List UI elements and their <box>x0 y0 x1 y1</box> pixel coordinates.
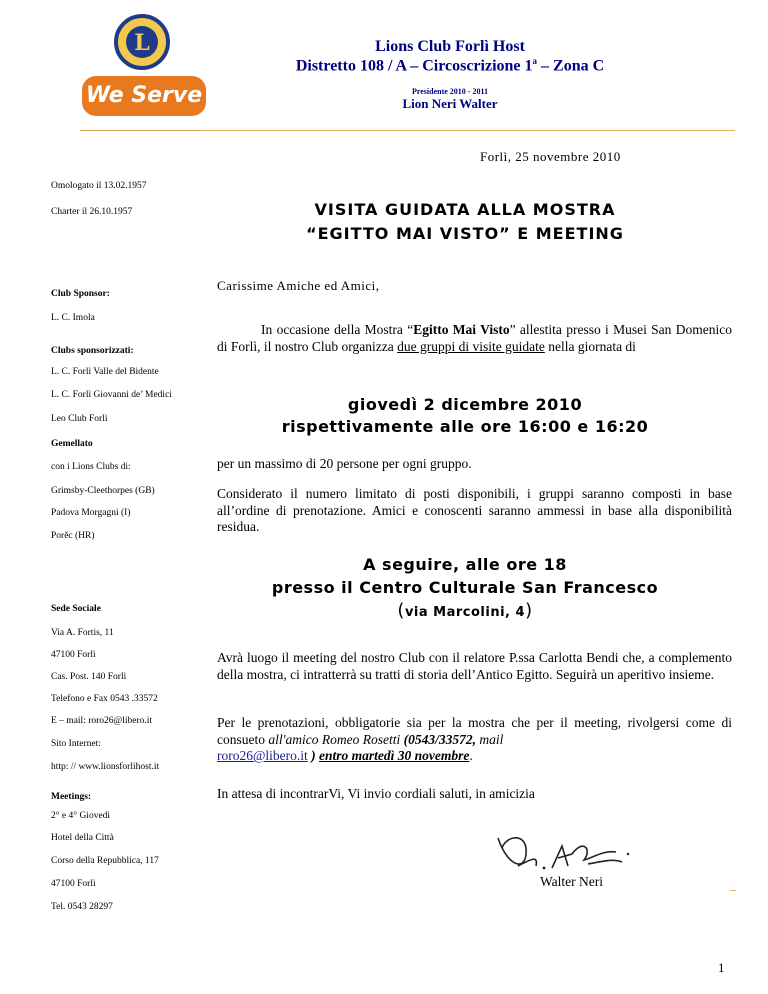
follow-address: (via Marcolini, 4) <box>397 600 533 621</box>
sidebar-twin-2: Padova Morgagni (I) <box>51 508 131 518</box>
handwritten-signature <box>488 828 638 878</box>
sidebar-sponsored-1: L. C. Forlì Valle del Bidente <box>51 367 159 377</box>
event-date: giovedì 2 dicembre 2010 <box>347 395 583 414</box>
greeting: Carissime Amiche ed Amici, <box>217 278 380 293</box>
title-line-1: VISITA GUIDATA ALLA MOSTRA <box>314 200 616 219</box>
follow-venue: presso il Centro Culturale San Francesco <box>271 578 659 597</box>
president-label: Presidente 2010 - 2011 <box>411 87 489 96</box>
paragraph-booking-order: Considerato il numero limitato di posti disponibili, i gruppi saranno composti in base all’ordine di prenotazione. Amici e conoscenti saranno ammessi in base alla disponibilità residua. <box>217 486 732 534</box>
paragraph-meeting: Avrà luogo il meeting del nostro Club con il relatore P.ssa Carlotta Bendi che, a complemento della mostra, ci intratterrà su tratti di storia dell’Antico Egitto. Seguirà un aperitivo insieme. <box>217 650 732 682</box>
lions-logo <box>80 14 210 116</box>
sidebar-seat-7: http: // www.lionsforlihost.it <box>51 762 160 772</box>
sidebar-seat-3: Cas. Post. 140 Forlì <box>51 672 127 682</box>
sidebar-omologato: Omologato il 13.02.1957 <box>51 181 147 191</box>
header-rule-right <box>200 130 735 131</box>
sidebar-twin-1: Grimsby-Cleethorpes (GB) <box>51 486 155 496</box>
sidebar-twin-3: Porěc (HR) <box>51 531 95 541</box>
margin-mark <box>730 890 736 891</box>
paragraph-closing: In attesa di incontrarVi, Vi invio cordiali saluti, in amicizia <box>217 786 535 801</box>
header-rule-left <box>80 130 207 131</box>
sidebar-meet-title: Meetings: <box>51 792 92 802</box>
follow-time: A seguire, alle ore 18 <box>363 555 567 574</box>
sidebar-sponsored-3: Leo Club Forlì <box>51 414 108 424</box>
sidebar-sponsor: L. C. Imola <box>51 313 95 323</box>
sidebar-charter: Charter il 26.10.1957 <box>51 207 133 217</box>
district-line: Distretto 108 / A – Circoscrizione 1$^a$ – Zona C <box>295 56 605 75</box>
email-link[interactable]: roro26@libero.it <box>217 748 308 763</box>
sidebar-seat-4: Telefono e Fax 0543 .33572 <box>51 694 158 704</box>
title-line-2: “EGITTO MAI VISTO” E MEETING <box>306 224 624 243</box>
paragraph-intro: In occasione della Mostra “Egitto Mai Visto” allestita presso i Musei San Domenico di Forlì, il nostro Club organizza due gruppi di visite guidate nella giornata di <box>217 322 732 354</box>
sidebar-meet-5: Tel. 0543 28297 <box>51 902 113 912</box>
president-name: Lion Neri Walter <box>402 96 498 111</box>
svg-text:L: L <box>134 30 150 56</box>
sidebar-seat-5: E – mail: roro26@libero.it <box>51 716 153 726</box>
paragraph-limit: per un massimo di 20 persone per ogni gruppo. <box>217 456 472 471</box>
paragraph-reservations: Per le prenotazioni, obbligatorie sia per la mostra che per il meeting, rivolgersi come di consueto all'amico Romeo Rosetti (0543/33572, mail roro26@libero.it ) entro martedì 30 novembre. <box>217 715 732 763</box>
sidebar-seat-2: 47100 Forlì <box>51 650 96 660</box>
sidebar-seat-title: Sede Sociale <box>51 604 101 614</box>
page-number: 1 <box>718 960 725 975</box>
sidebar-sponsor-title: Club Sponsor: <box>51 289 110 299</box>
sidebar-sponsored-title: Clubs sponsorizzati: <box>51 346 134 356</box>
sidebar-meet-2: Hotel della Città <box>51 833 114 843</box>
sidebar-seat-6: Sito Internet: <box>51 739 101 749</box>
org-name: Lions Club Forlì Host <box>375 38 525 55</box>
sidebar-sponsored-2: L. C. Forlì Giovanni de’ Medici <box>51 390 172 400</box>
sidebar-meet-4: 47100 Forlì <box>51 879 96 889</box>
letter-date: Forlì, 25 novembre 2010 <box>480 149 621 164</box>
signature-name: Walter Neri <box>540 874 604 889</box>
sidebar-meet-3: Corso della Repubblica, 117 <box>51 856 159 866</box>
sidebar-twinned-title: Gemellato <box>51 439 93 449</box>
sidebar-meet-1: 2° e 4° Giovedì <box>51 811 111 821</box>
sidebar-seat-1: Via A. Fortis, 11 <box>51 628 114 638</box>
event-times: rispettivamente alle ore 16:00 e 16:20 <box>281 417 649 436</box>
svg-text:We Serve: We Serve <box>85 83 203 108</box>
sidebar-twinned-sub: con i Lions Clubs di: <box>51 462 131 472</box>
